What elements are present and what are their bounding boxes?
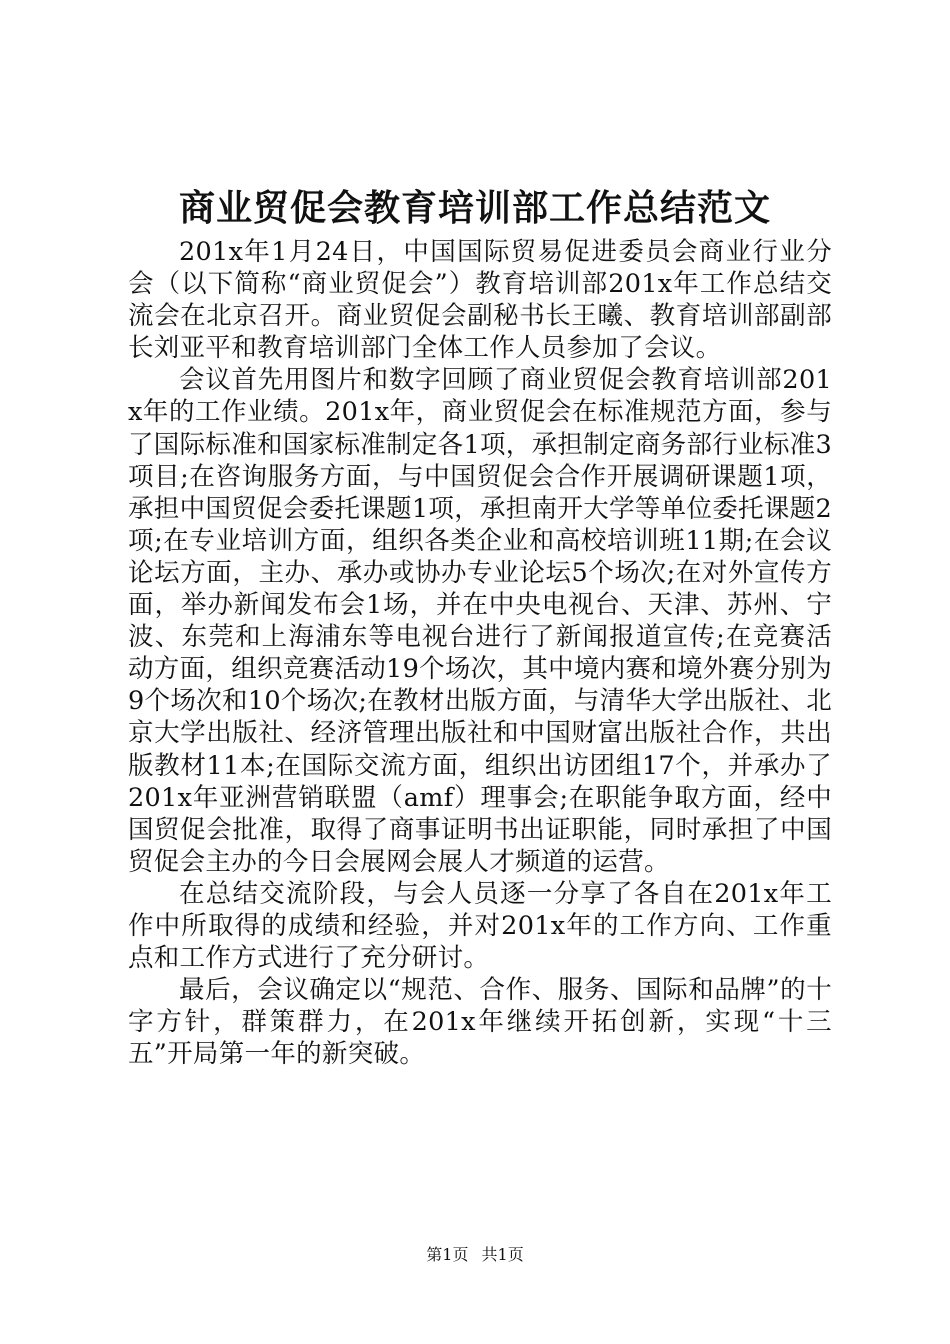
document-body xyxy=(128,236,832,1070)
paragraph-conclusion: 最后，会议确定以“规范、合作、服务、国际和品牌”的十字方针，群策群力，在201x年继续开拓创新，实现“十三五”开局第一年的新突破。 xyxy=(128,975,832,1070)
page-footer xyxy=(0,1244,950,1266)
paragraph-achievements: 会议首先用图片和数字回顾了商业贸促会教育培训部201x年的工作业绩。201x年，商业贸促会在标准规范方面，参与了国际标准和国家标准制定各1项，承担制定商务部行业标准3项目;在咨询服务方面，与中国贸促会合作开展调研课题1项，承担中国贸促会委托课题1项，承担南开大学等单位委托课题2项;在专业培训方面，组织各类企业和高校培训班11期;在会议论坛方面，主办、承办或协办专业论坛5个场次;在对外宣传方面，举办新闻发布会1场，并在中央电视台、天津、苏州、宁波、东莞和上海浦东等电视台进行了新闻报道宣传;在竞赛活动方面，组织竞赛活动19个场次，其中境内赛和境外赛分别为9个场次和10个场次;在教材出版方面，与清华大学出版社、北京大学出版社、经济管理出版社和中国财富出版社合作，共出版教材11本;在国际交流方面，组织出访团组17个，并承办了201x年亚洲营销联盟（amf）理事会;在职能争取方面，经中国贸促会批准，取得了商事证明书出证职能，同时承担了中国贸促会主办的今日会展网会展人才频道的运营。 xyxy=(128,365,832,877)
page-total: 共1页 xyxy=(481,1245,524,1264)
paragraph-exchange: 在总结交流阶段，与会人员逐一分享了各自在201x年工作中所取得的成绩和经验，并对201x年的工作方向、工作重点和工作方式进行了充分研讨。 xyxy=(128,878,832,974)
paragraph-intro: 201x年1月24日，中国国际贸易促进委员会商业行业分会（以下简称“商业贸促会”）教育培训部201x年工作总结交流会在北京召开。商业贸促会副秘书长王曦、教育培训部副部长刘亚平和教育培训部门全体工作人员参加了会议。 xyxy=(128,237,832,364)
document-title: 商业贸促会教育培训部工作总结范文 xyxy=(178,187,771,229)
page-number: 第1页 xyxy=(426,1245,469,1264)
